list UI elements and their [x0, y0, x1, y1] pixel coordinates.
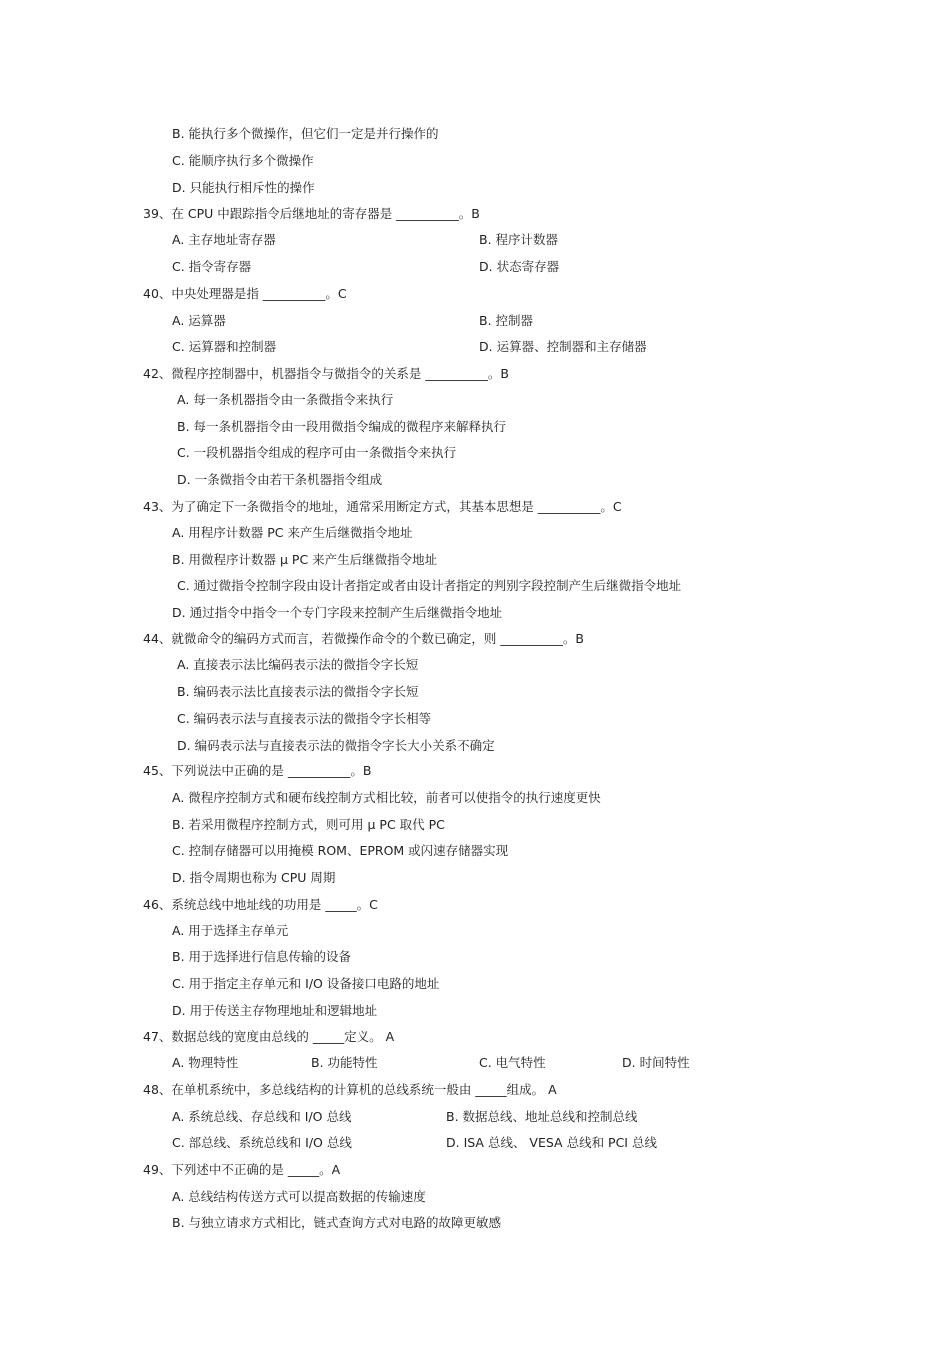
- text-line: C. 一段机器指令组成的程序可由一条微指令来执行: [177, 445, 457, 460]
- text-line: C. 通过微指令控制字段由设计者指定或者由设计者指定的判别字段控制产生后继微指令地址: [177, 578, 682, 593]
- text-line: B. 与独立请求方式相比，链式查询方式对电路的故障更敏感: [172, 1215, 502, 1230]
- text-line: A. 用于选择主存单元: [172, 923, 289, 938]
- text-line: 42、微程序控制器中，机器指令与微指令的关系是 __________。B: [143, 366, 509, 381]
- text-line: D. 只能执行相斥性的操作: [172, 180, 315, 195]
- text-line: A. 总线结构传送方式可以提高数据的传输速度: [172, 1189, 426, 1204]
- text-line: 46、系统总线中地址线的功用是 _____。C: [143, 897, 378, 912]
- text-line: 40、中央处理器是指 __________。C: [143, 286, 347, 301]
- text-line: B. 能执行多个微操作，但它们一定是并行操作的: [172, 126, 439, 141]
- text-line: 48、在单机系统中，多总线结构的计算机的总线系统一般由 _____组成。 A: [143, 1082, 557, 1097]
- text-line: B. 若采用微程序控制方式，则可用 μ PC 取代 PC: [172, 817, 445, 832]
- text-line: C. 控制存储器可以用掩模 ROM、EPROM 或闪速存储器实现: [172, 843, 509, 858]
- text-line: 44、就微命令的编码方式而言，若微操作命令的个数已确定，则 __________。B: [143, 631, 584, 646]
- text-line: C. 能顺序执行多个微操作: [172, 153, 314, 168]
- text-line: A. 主存地址寄存器: [172, 232, 276, 247]
- text-line: A. 微程序控制方式和硬布线控制方式相比较，前者可以使指令的执行速度更快: [172, 790, 601, 805]
- text-line: B. 控制器: [479, 313, 534, 328]
- text-line: D. 用于传送主存物理地址和逻辑地址: [172, 1003, 378, 1018]
- text-line: 43、为了确定下一条微指令的地址，通常采用断定方式，其基本思想是 __________。C: [143, 499, 622, 514]
- text-line: C. 电气特性: [479, 1055, 546, 1070]
- text-line: C. 编码表示法与直接表示法的微指令字长相等: [177, 711, 432, 726]
- text-line: D. 运算器、控制器和主存储器: [479, 339, 647, 354]
- text-line: A. 直接表示法比编码表示法的微指令字长短: [177, 657, 419, 672]
- text-line: 39、在 CPU 中跟踪指令后继地址的寄存器是 __________。B: [143, 206, 480, 221]
- text-line: B. 功能特性: [311, 1055, 378, 1070]
- text-line: D. 一条微指令由若干条机器指令组成: [177, 472, 383, 487]
- text-line: C. 部总线、系统总线和 I/O 总线: [172, 1135, 352, 1150]
- text-line: D. ISA 总线、 VESA 总线和 PCI 总线: [446, 1135, 657, 1150]
- text-line: B. 数据总线、地址总线和控制总线: [446, 1109, 638, 1124]
- text-line: B. 每一条机器指令由一段用微指令编成的微程序来解释执行: [177, 419, 507, 434]
- text-line: C. 指令寄存器: [172, 259, 252, 274]
- text-line: D. 时间特性: [622, 1055, 690, 1070]
- text-line: C. 运算器和控制器: [172, 339, 277, 354]
- text-line: A. 运算器: [172, 313, 226, 328]
- text-line: D. 指令周期也称为 CPU 周期: [172, 870, 336, 885]
- text-line: A. 物理特性: [172, 1055, 239, 1070]
- text-line: A. 用程序计数器 PC 来产生后继微指令地址: [172, 525, 413, 540]
- text-line: 49、下列述中不正确的是 _____。A: [143, 1162, 341, 1177]
- text-line: C. 用于指定主存单元和 I/O 设备接口电路的地址: [172, 976, 440, 991]
- text-line: A. 每一条机器指令由一条微指令来执行: [177, 392, 394, 407]
- text-line: B. 编码表示法比直接表示法的微指令字长短: [177, 684, 419, 699]
- text-line: D. 编码表示法与直接表示法的微指令字长大小关系不确定: [177, 738, 495, 753]
- text-line: D. 通过指令中指令一个专门字段来控制产生后继微指令地址: [172, 605, 503, 620]
- text-line: B. 用于选择进行信息传输的设备: [172, 949, 352, 964]
- text-line: 45、下列说法中正确的是 __________。B: [143, 763, 372, 778]
- text-line: B. 用微程序计数器 μ PC 来产生后继微指令地址: [172, 552, 438, 567]
- text-line: B. 程序计数器: [479, 232, 559, 247]
- text-line: D. 状态寄存器: [479, 259, 560, 274]
- text-line: A. 系统总线、存总线和 I/O 总线: [172, 1109, 352, 1124]
- text-line: 47、数据总线的宽度由总线的 _____定义。 A: [143, 1029, 395, 1044]
